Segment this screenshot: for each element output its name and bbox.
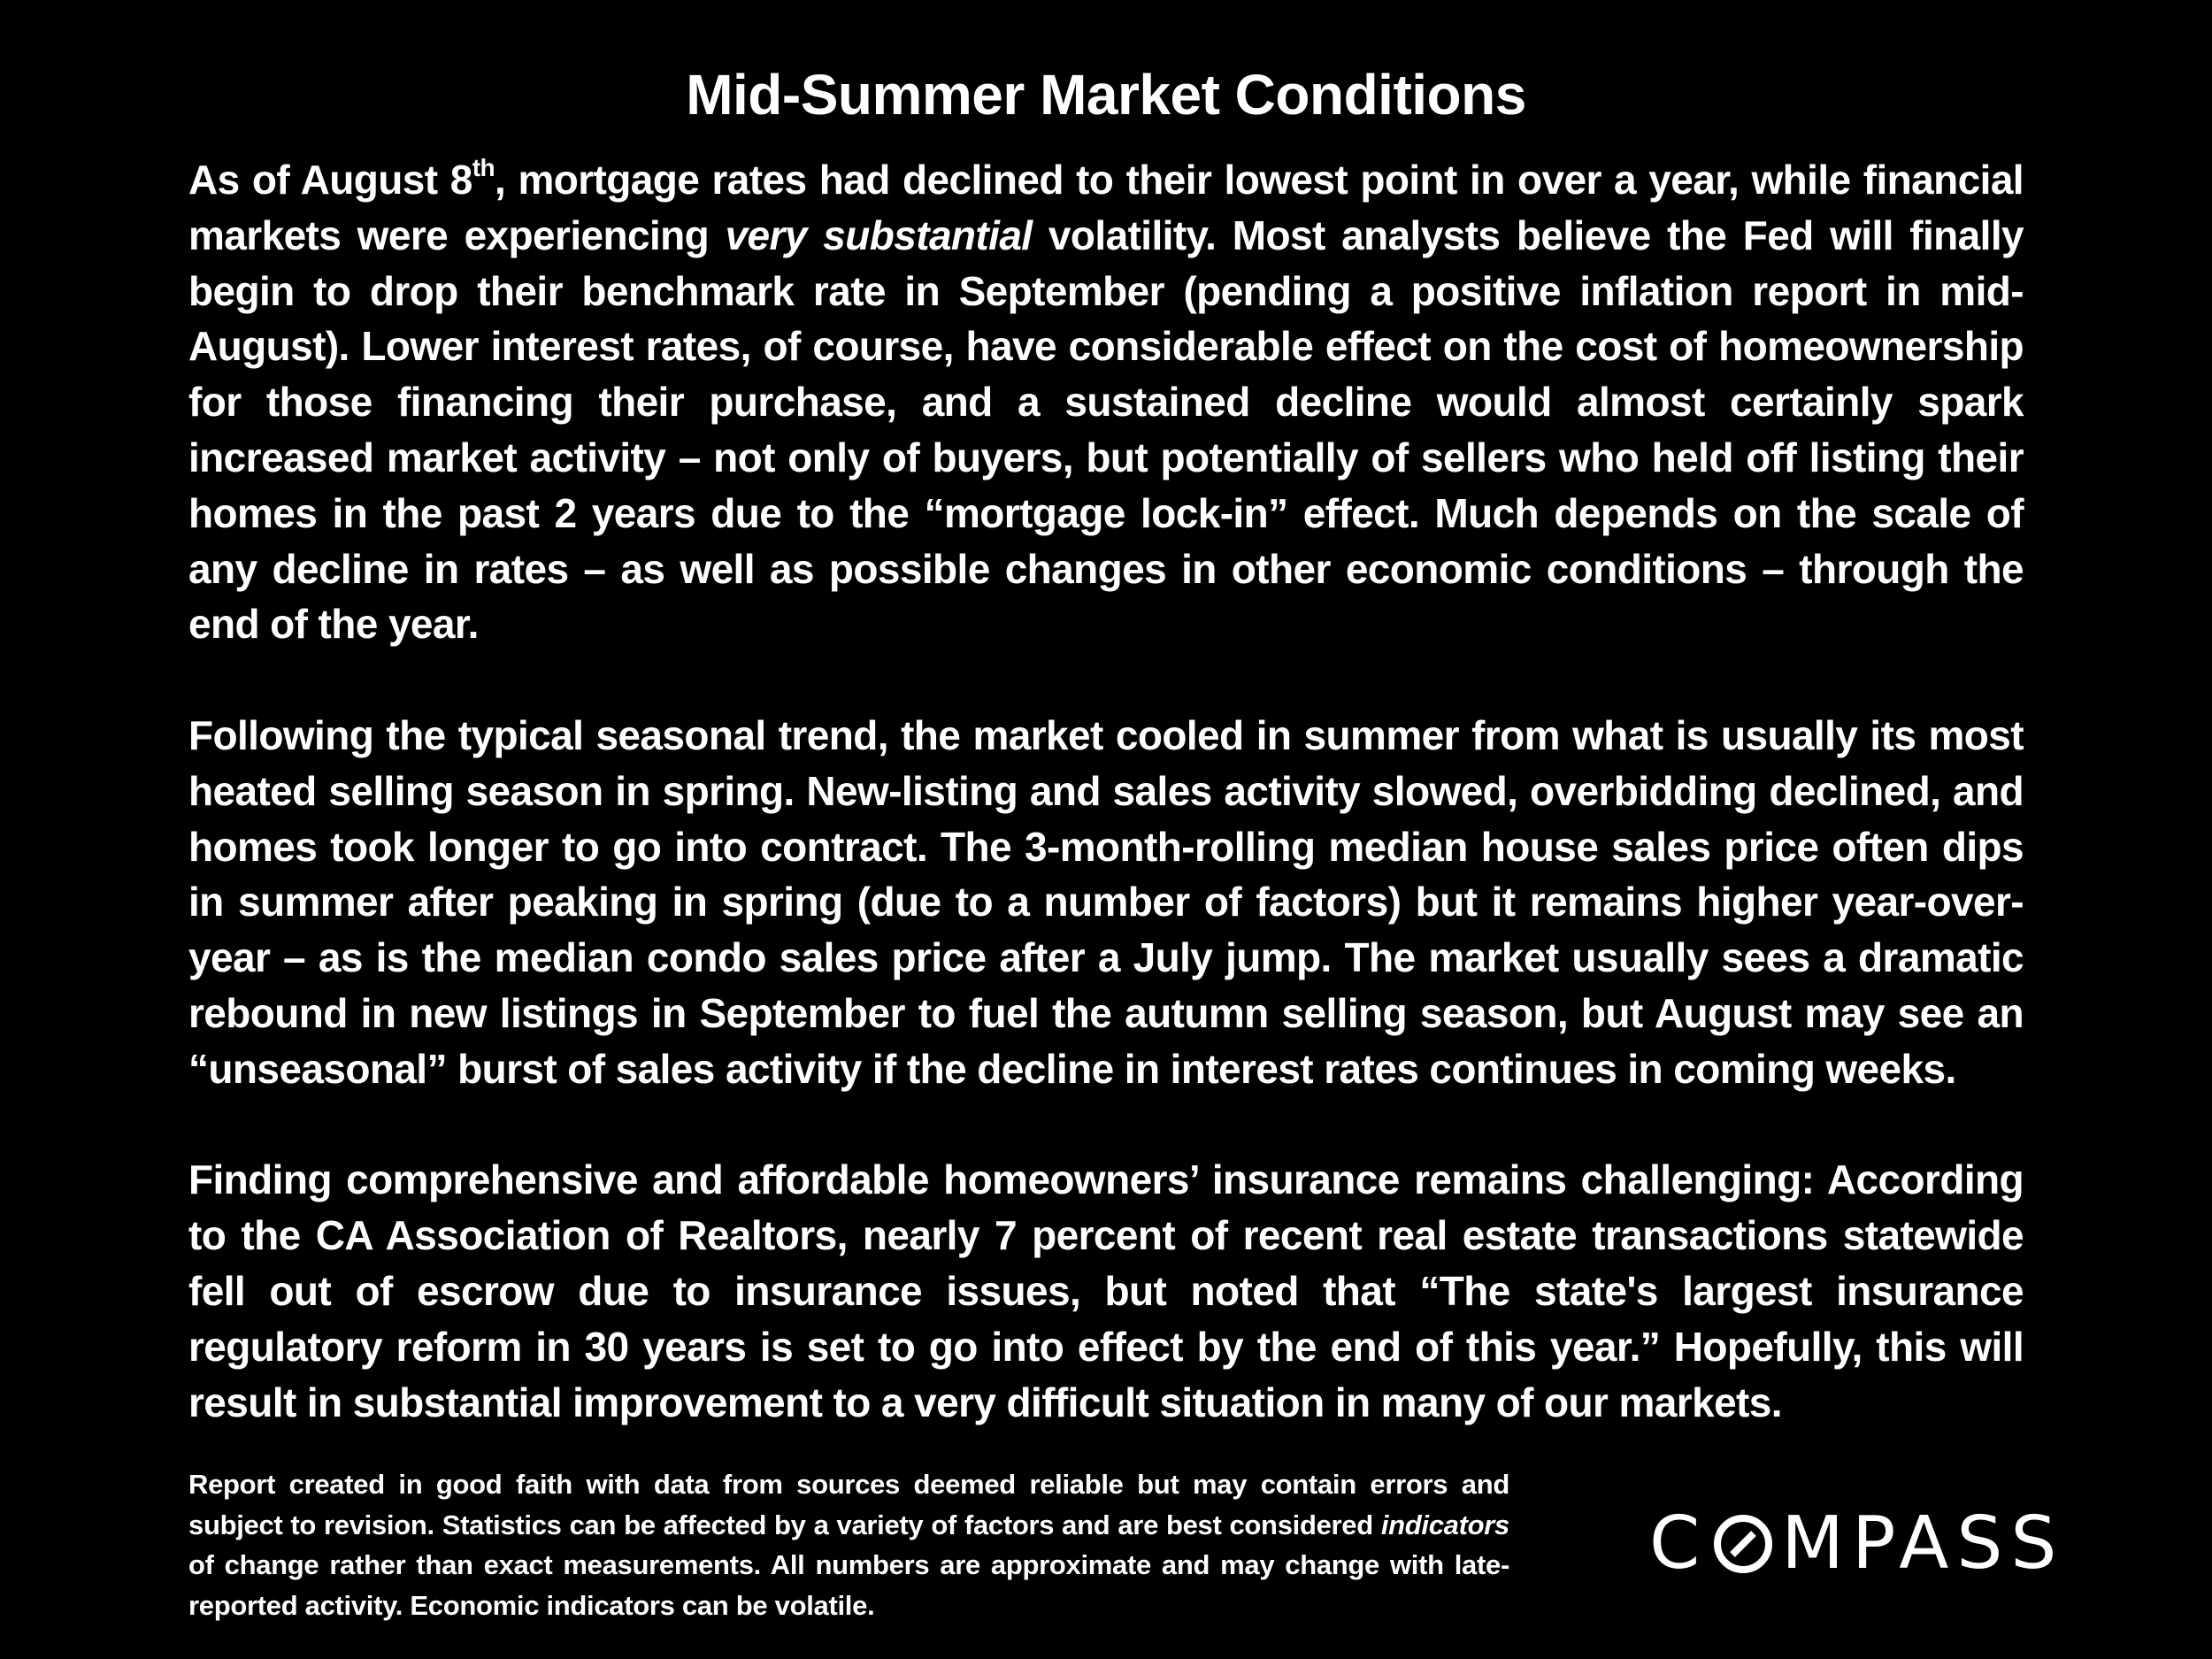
disclaimer — [188, 1464, 1509, 1625]
logo-prefix: C — [1649, 1502, 1709, 1586]
paragraph-rates-lead: As of August 8 — [188, 157, 472, 203]
logo-suffix: MPASS — [1781, 1502, 2065, 1586]
paragraph-rates-rest: volatility. Most analysts believe the Fed will finally begin to drop their benchmark rate in September (pending a positive inflation report in mid-August). Lower interest rates, of course, have considerable effect on the cost of homeownership for those financing their purchase, and a sustained decline would almost certainly spark increased market activity – not only of buyers, but potentially of sellers who held off listing their homes in the past 2 years due to the “mortgage lock-in” effect. Much depends on the scale of any decline in rates – as well as possible changes in other economic conditions – through the end of the year. — [188, 211, 2024, 648]
paragraph-insurance: Finding comprehensive and affordable homeowners’ insurance remains challenging: According to the CA Association of Realtors, nearly 7 percent of recent real estate transactions statewide fell out of escrow due to insurance issues, but noted that “The state's largest insurance regulatory reform in 30 years is set to go into effect by the end of this year.” Hopefully, this will result in substantial improvement to a very difficult situation in many of our markets. — [188, 1156, 2024, 1425]
compass-logo-wordmark — [1649, 1504, 2064, 1584]
paragraph-rates-after-sup: , mortgage rates had declined to their lowest point in over a year, while financial markets were experiencing — [188, 157, 2024, 258]
page-title: Mid-Summer Market Conditions — [686, 63, 1526, 127]
article-body — [188, 152, 2024, 1430]
compass-o-icon — [1713, 1514, 1773, 1574]
paragraph-rates-emphasis: very substantial — [725, 211, 1033, 258]
disclaimer-before: Report created in good faith with data from sources deemed reliable but may contain errors and subject to revision. Statistics can be affected by a variety of factors and are best considered — [188, 1469, 1509, 1540]
disclaimer-emphasis: indicators — [1380, 1509, 1509, 1540]
disclaimer-after: of change rather than exact measurements. All numbers are approximate and may change with late-reported activity. Economic indicators can be volatile. — [188, 1549, 1509, 1621]
paragraph-seasonal: Following the typical seasonal trend, the market cooled in summer from what is usually its most heated selling season in spring. New-listing and sales activity slowed, overbidding declined, and homes took longer to go into contract. The 3-month-rolling median house sales price often dips in summer after peaking in spring (due to a number of factors) but it remains higher year-over-year – as is the median condo sales price after a July jump. The market usually sees a dramatic rebound in new listings in September to fuel the autumn selling season, but August may see an “unseasonal” burst of sales activity if the decline in interest rates continues in coming weeks. — [188, 711, 2024, 1092]
ordinal-superscript: th — [472, 153, 495, 181]
paragraph-rates — [188, 152, 2024, 652]
compass-logo — [1649, 1504, 2118, 1584]
